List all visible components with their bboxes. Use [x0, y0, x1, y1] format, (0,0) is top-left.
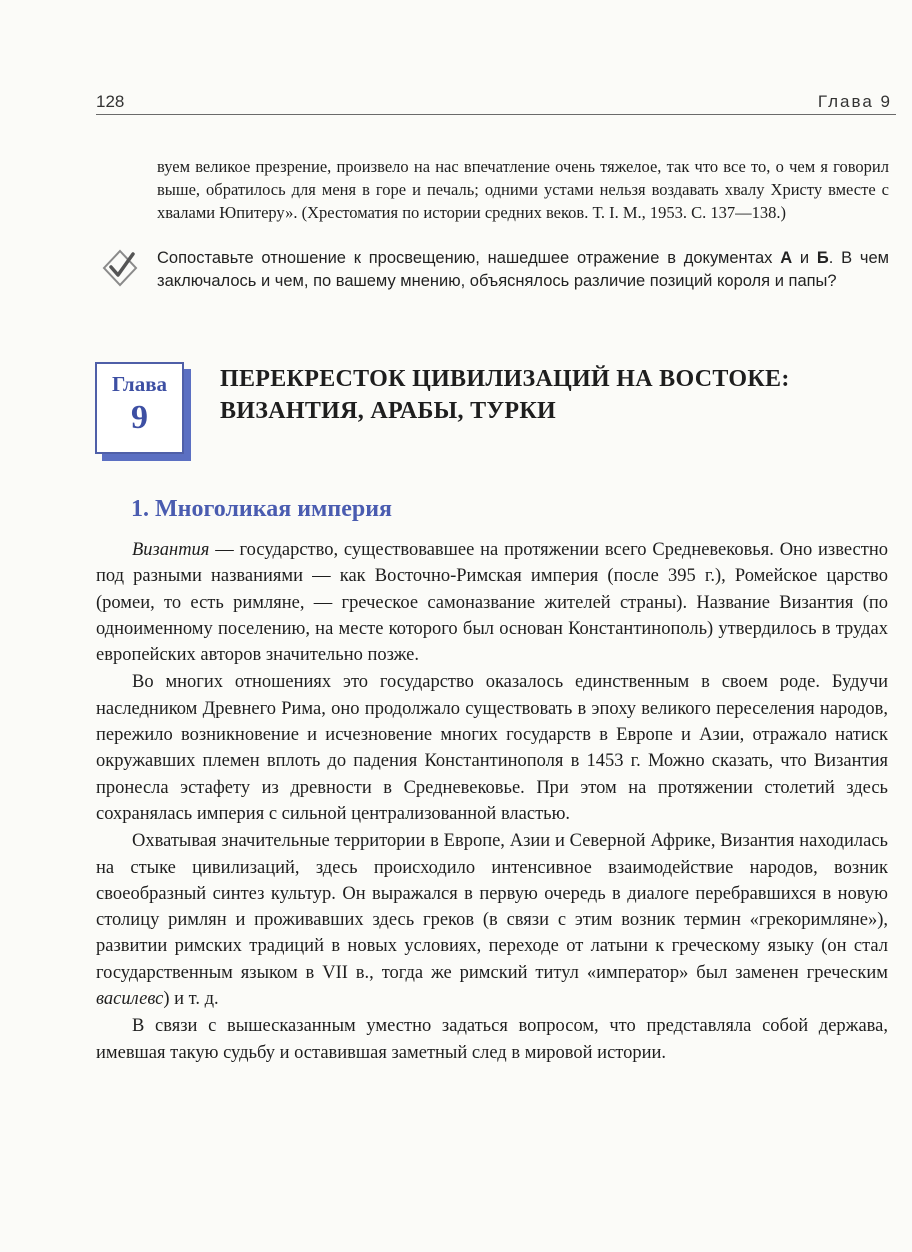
paragraph-2: Во многих отношениях это государство оказалось единственным в своем роде. Будучи наследником Древнего Рима, оно продолжало существовать в эпоху великого переселения народов, пережило возникновение и исчезновение многих государств в Европе и Азии, отражало натиск окружавших племен вплоть до падения Константинополя в 1453 г. Можно сказать, что Византия пронесла эстафету из древности в Средневековье. При этом на протяжении столетий здесь сохранялась империя с сильной централизованной властью. [96, 672, 888, 824]
page-header [96, 90, 896, 115]
check-mark-icon [100, 248, 140, 288]
section-title: 1. Многоликая империя [131, 496, 393, 522]
running-head: Глава 9 [817, 92, 892, 111]
paragraph-1: Византия — государство, существовавшее на протяжении всего Средневековья. Оно известно под разными названиями — как Восточно-Римская империя (после 395 г.), Ромейское царство (ромеи, то есть римляне, — греческое самоназвание жителей страны). Название Византия (по одноименному поселению, на месте которого был основан Константинополь) утвердилось в трудах европейских авторов значительно позже. [96, 540, 888, 666]
term-basileus: василевс [96, 989, 164, 1010]
chapter-title-line-1: ПЕРЕКРЕСТОК ЦИВИЛИЗАЦИЙ НА ВОСТОКЕ: [220, 366, 790, 392]
chapter-label: Глава [111, 372, 168, 396]
chapter-badge [95, 362, 184, 454]
document-a-label: А [780, 249, 793, 267]
chapter-number: 9 [131, 399, 148, 436]
page-number: 128 [96, 92, 125, 111]
document-b-label: Б [816, 249, 829, 267]
task-question: Сопоставьте отношение к просвещению, нашедшее отражение в документах А и Б. В чем заключалось и чем, по вашему мнению, объяснялось различие позиций короля и папы? [157, 249, 890, 290]
chapter-title-line-2: ВИЗАНТИЯ, АРАБЫ, ТУРКИ [220, 398, 556, 424]
paragraph-4: В связи с вышесказанным уместно задаться вопросом, что представляла собой держава, имевшая такую судьбу и оставившая заметный след в мировой истории. [96, 1016, 888, 1063]
section-body [96, 537, 888, 1066]
chapter-title [220, 363, 880, 427]
document-quote-end: вуем великое презрение, произвело на нас впечатление очень тяжелое, так что все то, о чем я говорил выше, обратилось для меня в горе и печаль; одними устами нельзя воздавать хвалу Христу вместе с хвалами Юпитеру». (Хрестоматия по истории средних веков. Т. I. М., 1953. С. 137—138.) [157, 157, 889, 222]
paragraph-3: Охватывая значительные территории в Европе, Азии и Северной Африке, Византия находилась на стыке цивилизаций, здесь происходило интенсивное взаимодействие народов, возник своеобразный синтез культур. Он выражался в первую очередь в диалоге перебравшихся в новую столицу римлян и проживавших здесь греков (в связи с этим возник термин «грекоримляне»), развитии римских традиций в новых условиях, переходе от латыни к греческому языку (он стал государственным языком в VII в., тогда же римский титул «император» был заменен греческим василевс) и т. д. [96, 831, 888, 1010]
term-byzantium: Византия [132, 540, 210, 560]
